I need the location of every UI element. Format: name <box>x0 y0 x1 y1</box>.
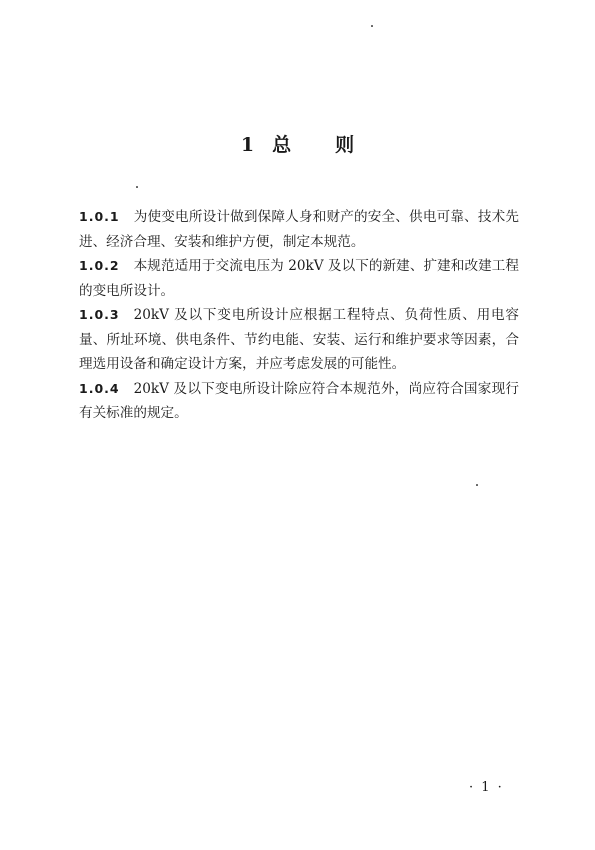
scan-speck <box>476 484 478 486</box>
page-number: · 1 · <box>469 780 504 795</box>
clause-text: 20kV 及以下变电所设计应根据工程特点、负荷性质、用电容量、所址环境、供电条件、节约电能、安装、运行和维护要求等因素，合理选用设备和确定设计方案，并应考虑发展的可能性。 <box>79 307 519 372</box>
clause-1-0-4 <box>79 377 519 426</box>
chapter-title-part2: 则 <box>335 134 355 156</box>
clause-list <box>79 205 519 426</box>
chapter-number: 1 <box>240 134 255 156</box>
chapter-title-part1: 总 <box>272 134 292 156</box>
clause-1-0-3 <box>79 303 519 377</box>
clause-number: 1.0.2 <box>79 258 120 273</box>
chapter-title <box>0 130 595 157</box>
clause-number: 1.0.4 <box>79 380 120 396</box>
clause-1-0-2 <box>79 254 519 303</box>
clause-number: 1.0.1 <box>79 209 120 224</box>
scan-speck <box>371 25 373 27</box>
clause-text: 20kV 及以下变电所设计除应符合本规范外，尚应符合国家现行有关标准的规定。 <box>79 380 519 421</box>
clause-text: 为使变电所设计做到保障人身和财产的安全、供电可靠、技术先进、经济合理、安装和维护方便，制定本规范。 <box>79 209 519 250</box>
clause-number: 1.0.3 <box>79 307 120 322</box>
clause-1-0-1 <box>79 205 519 254</box>
scan-speck <box>136 186 138 188</box>
clause-text: 本规范适用于交流电压为 20kV 及以下的新建、扩建和改建工程的变电所设计。 <box>79 258 519 299</box>
